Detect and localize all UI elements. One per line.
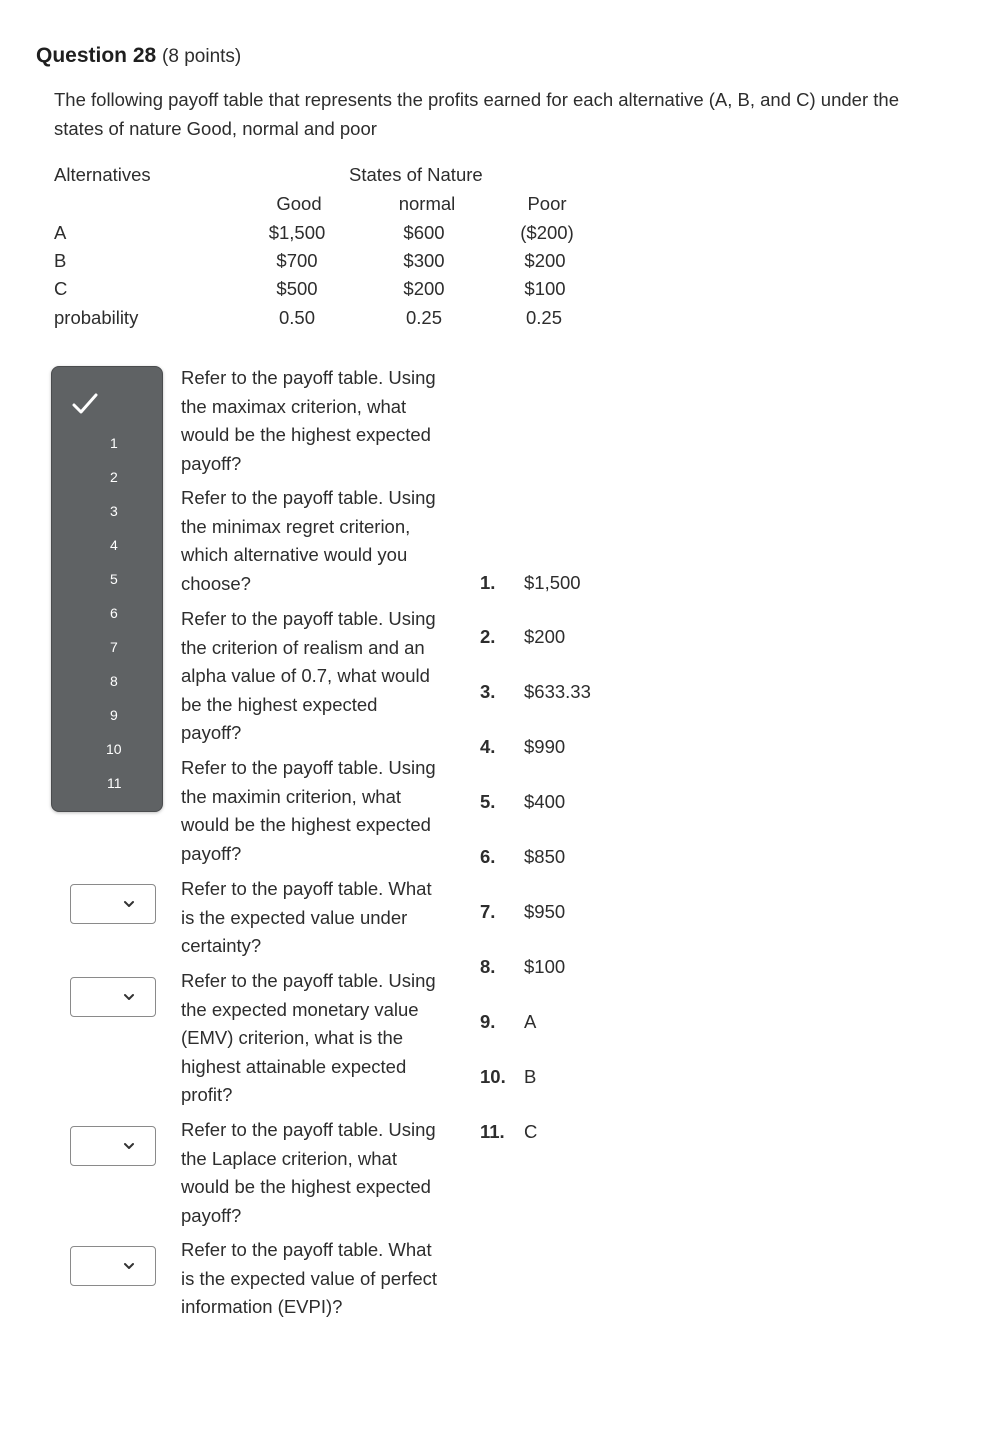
column-header-normal: normal	[398, 193, 456, 214]
row-label: C	[54, 278, 68, 299]
prompt-text: Refer to the payoff table. What is the expected value of perfect information (EVPI)?	[181, 1239, 438, 1317]
table-cell: 0.25	[525, 307, 562, 328]
answer-select[interactable]	[70, 1246, 156, 1286]
dropdown-option[interactable]: 3	[110, 503, 118, 519]
dropdown-option[interactable]: 7	[110, 639, 118, 655]
answer-list: 1. $1,500 2. $200 3. $633.33 4. $990 5. $400 6. $850 7. $950 8. $100 9. A 10. B 11. C	[480, 572, 591, 1142]
prompt-text: Refer to the payoff table. Using the minimax regret criterion, which alternative would you choose?	[181, 487, 436, 594]
question-header	[36, 44, 241, 68]
chevron-down-icon	[123, 899, 135, 909]
table-cell: $100	[524, 278, 566, 299]
question-intro: The following payoff table that represents the profits earned for each alternative (A, B, and C) under the states of nature Good, normal and poor	[54, 89, 899, 139]
answer-select[interactable]	[70, 1126, 156, 1166]
row-label: probability	[54, 307, 139, 328]
alternatives-header: Alternatives	[54, 164, 151, 185]
prompt-text: Refer to the payoff table. Using the maximin criterion, what would be the highest expected payoff?	[181, 757, 436, 864]
table-cell: $700	[276, 250, 318, 271]
dropdown-option[interactable]: 5	[110, 571, 118, 587]
dropdown-option[interactable]: 6	[110, 605, 118, 621]
table-cell: $200	[403, 278, 445, 299]
column-header-poor: Poor	[527, 193, 567, 214]
prompt-text: Refer to the payoff table. Using the expected monetary value (EMV) criterion, what is the highest attainable expected profit?	[181, 970, 436, 1105]
row-label: B	[54, 250, 67, 271]
table-cell: 0.50	[278, 307, 315, 328]
prompt-text: Refer to the payoff table. Using the criterion of realism and an alpha value of 0.7, what would be the highest expected payoff?	[181, 608, 436, 743]
prompt-text: Refer to the payoff table. What is the expected value under certainty?	[181, 878, 432, 956]
answer-select[interactable]	[70, 977, 156, 1017]
dropdown-option[interactable]: 4	[110, 537, 118, 553]
answer-select[interactable]	[70, 884, 156, 924]
table-cell: ($200)	[520, 222, 574, 243]
dropdown-option[interactable]: 11	[107, 775, 122, 791]
dropdown-popup[interactable]	[51, 366, 163, 812]
column-header-good: Good	[276, 193, 322, 214]
table-cell: $200	[524, 250, 566, 271]
table-cell: $300	[403, 250, 445, 271]
table-cell: $1,500	[268, 222, 326, 243]
dropdown-option[interactable]: 8	[110, 673, 118, 689]
check-icon	[70, 389, 100, 419]
dropdown-option[interactable]: 10	[106, 741, 122, 757]
dropdown-option[interactable]: 9	[110, 707, 118, 723]
prompt-text: Refer to the payoff table. Using the maximax criterion, what would be the highest expected payoff?	[181, 367, 436, 474]
chevron-down-icon	[123, 1141, 135, 1151]
dropdown-option[interactable]: 1	[110, 435, 118, 451]
dropdown-option[interactable]: 2	[110, 469, 118, 485]
question-title: Question 28	[36, 44, 157, 67]
row-label: A	[54, 222, 67, 243]
table-cell: $500	[276, 278, 318, 299]
question-points: (8 points)	[162, 46, 242, 67]
chevron-down-icon	[123, 1261, 135, 1271]
states-header: States of Nature	[349, 164, 483, 185]
chevron-down-icon	[123, 992, 135, 1002]
table-cell: 0.25	[405, 307, 442, 328]
table-cell: $600	[403, 222, 445, 243]
prompt-text: Refer to the payoff table. Using the Laplace criterion, what would be the highest expected payoff?	[181, 1119, 436, 1226]
